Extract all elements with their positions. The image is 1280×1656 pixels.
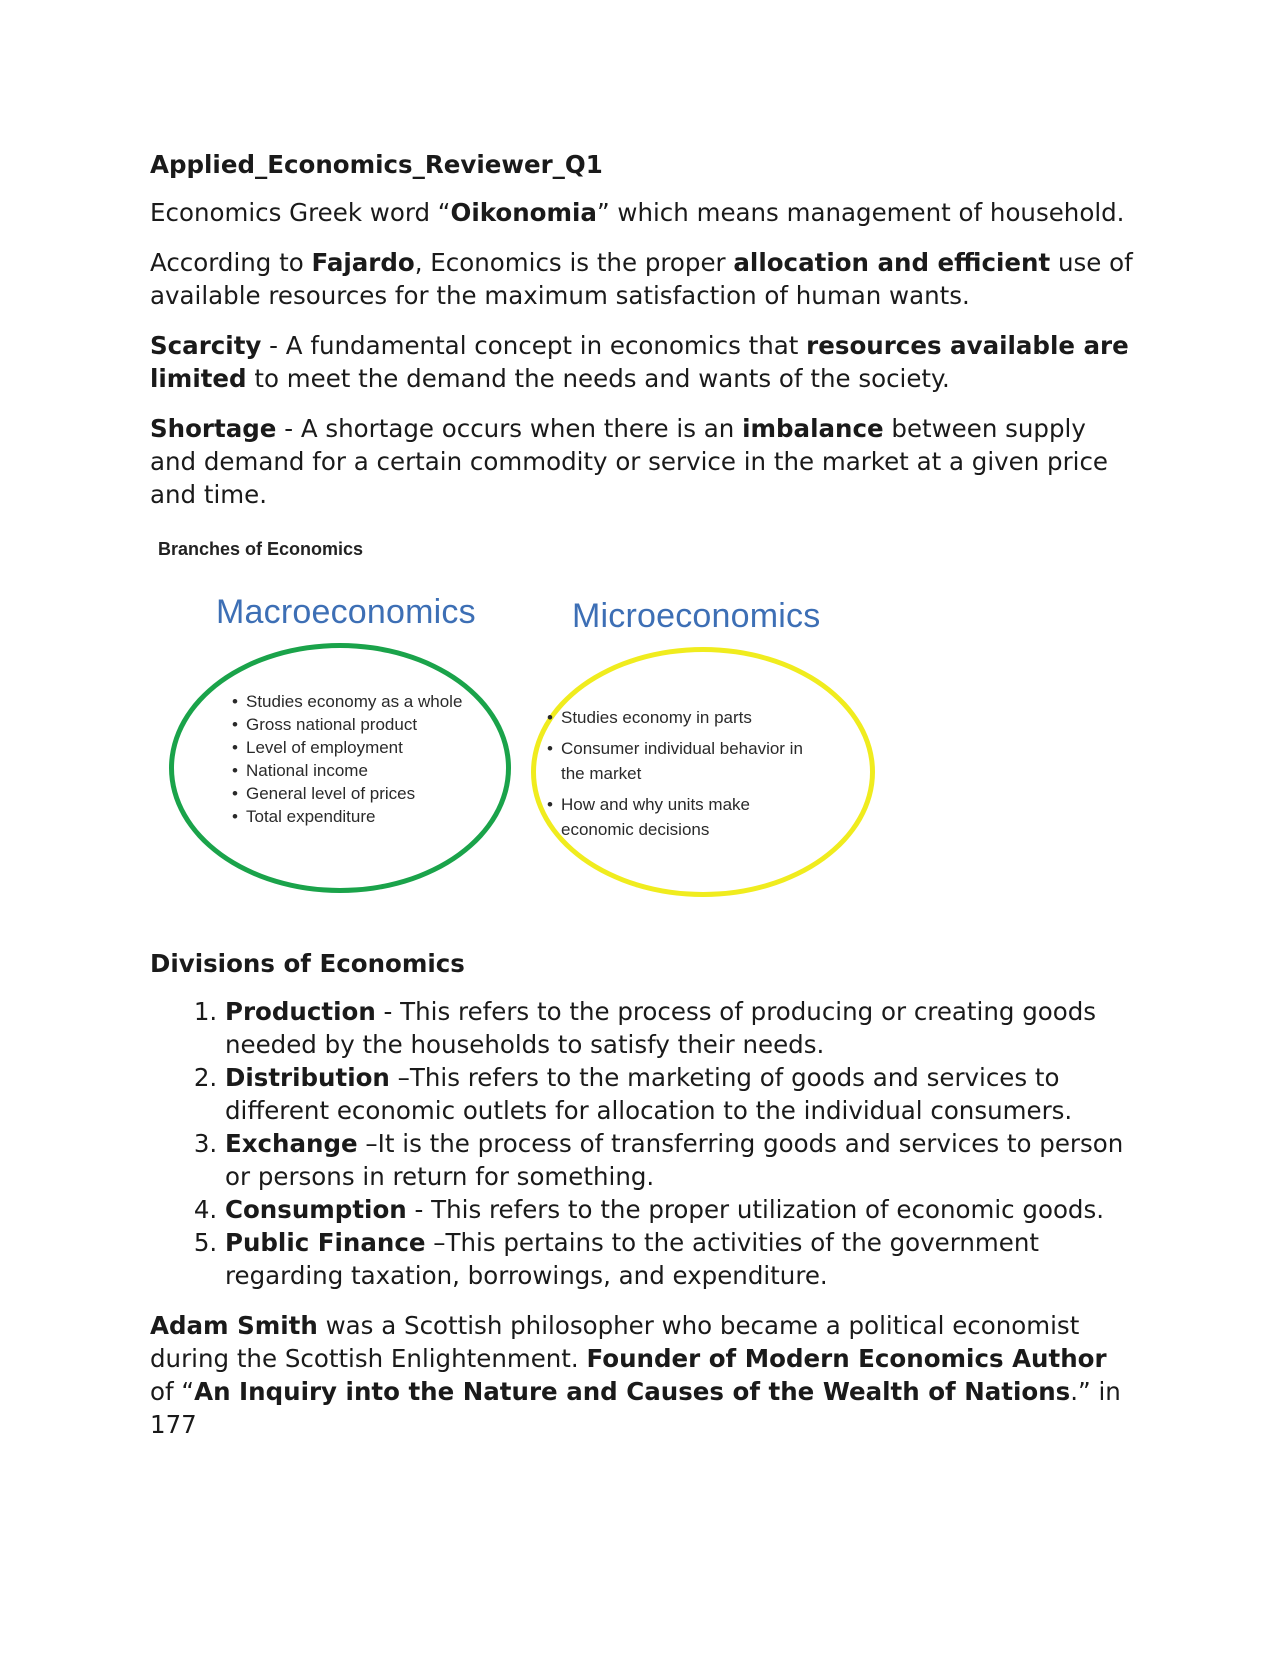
divisions-list [150, 995, 1135, 1292]
adam-smith-founder: Founder of Modern Economics Author [586, 1344, 1107, 1373]
macro-item: • Gross national product [232, 716, 464, 733]
division-text: –This refers to the marketing of goods and services to different economic outlets for allocation to the individual consumers. [225, 1063, 1073, 1125]
fajardo-post: use of available resources for the maximum satisfaction of human wants. [150, 248, 1133, 310]
divisions-heading: Divisions of Economics [150, 949, 465, 978]
fajardo-emphasis: allocation and efficient [733, 248, 1051, 277]
division-item [225, 995, 1135, 1061]
fajardo-mid: , Economics is the proper [414, 248, 734, 277]
macro-item: • General level of prices [232, 785, 464, 802]
division-term: Public Finance [225, 1228, 426, 1257]
micro-item: • Studies economy in parts [547, 705, 822, 730]
division-item [225, 1061, 1135, 1127]
micro-item: • Consumer individual behavior in the market [547, 736, 822, 786]
division-term: Consumption [225, 1195, 407, 1224]
scarcity-post: to meet the demand the needs and wants of the society. [246, 364, 950, 393]
macro-item: • Studies economy as a whole [232, 693, 464, 710]
division-term: Production [225, 997, 376, 1026]
oikonomia-term: Oikonomia [450, 198, 597, 227]
macro-item: • National income [232, 762, 464, 779]
division-item [225, 1127, 1135, 1193]
macro-item: • Level of employment [232, 739, 464, 756]
division-term: Exchange [225, 1129, 358, 1158]
macro-item: • Total expenditure [232, 808, 464, 825]
document-title: Applied_Economics_Reviewer_Q1 [150, 150, 603, 179]
shortage-term: Shortage [150, 414, 277, 443]
microeconomics-title: Microeconomics [572, 597, 821, 635]
oikonomia-pre: Economics Greek word “ [150, 198, 451, 227]
adam-smith-book: An Inquiry into the Nature and Causes of the Wealth of Nations [194, 1377, 1071, 1406]
adam-smith-paragraph [150, 1309, 1135, 1441]
microeconomics-list [547, 705, 822, 848]
scarcity-paragraph [150, 329, 1135, 395]
micro-item: • How and why units make economic decisions [547, 792, 822, 842]
macroeconomics-list [232, 693, 464, 831]
fajardo-paragraph [150, 246, 1135, 312]
division-text: –This pertains to the activities of the government regarding taxation, borrowings, and expenditure. [225, 1228, 1039, 1290]
scarcity-emphasis: resources available are limited [150, 331, 1129, 393]
division-text: - This refers to the proper utilization of economic goods. [406, 1195, 1105, 1224]
division-item [225, 1193, 1135, 1226]
macroeconomics-title: Macroeconomics [216, 593, 476, 631]
adam-smith-text1: was a Scottish philosopher who became a political economist during the Scottish Enlightenment. [150, 1311, 1080, 1373]
fajardo-name: Fajardo [311, 248, 415, 277]
shortage-post: between supply and demand for a certain commodity or service in the market at a given price and time. [150, 414, 1109, 509]
adam-smith-text3: .” in 177 [150, 1377, 1121, 1439]
oikonomia-paragraph [150, 196, 1135, 229]
shortage-pre: - A shortage occurs when there is an [276, 414, 743, 443]
document-body [150, 148, 1135, 1458]
division-text: - This refers to the process of producing or creating goods needed by the households to satisfy their needs. [225, 997, 1097, 1059]
division-term: Distribution [225, 1063, 390, 1092]
division-item [225, 1226, 1135, 1292]
shortage-paragraph [150, 412, 1135, 511]
scarcity-term: Scarcity [150, 331, 262, 360]
division-text: –It is the process of transferring goods and services to person or persons in return for something. [225, 1129, 1124, 1191]
adam-smith-text2: of “ [150, 1377, 195, 1406]
scarcity-pre: - A fundamental concept in economics that [261, 331, 807, 360]
fajardo-pre: According to [150, 248, 312, 277]
branches-figure [150, 533, 1135, 933]
shortage-emphasis: imbalance [742, 414, 884, 443]
figure-title: Branches of Economics [158, 539, 364, 559]
adam-smith-name: Adam Smith [150, 1311, 318, 1340]
oikonomia-post: ” which means management of household. [596, 198, 1125, 227]
